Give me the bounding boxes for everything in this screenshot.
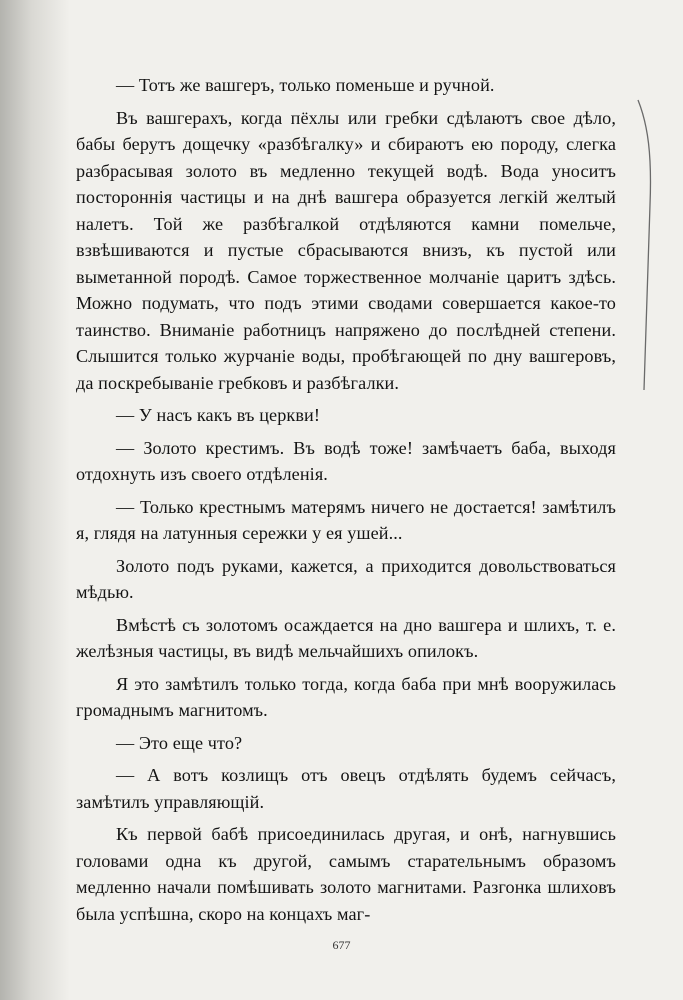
page-body [76,72,616,927]
paragraph: — У насъ какъ въ церкви! [116,405,321,425]
margin-pencil-mark [628,95,658,395]
page-gutter-shadow [0,0,70,1000]
paragraph: Къ первой бабѣ присоединилась другая, и онѣ, нагнувшись головами одна къ другой, самымъ старательнымъ образомъ медленно начали помѣшивать золото магнитами. Разгонка шлиховъ была успѣшна, скоро на концахъ маг- [76,824,616,924]
paragraph: — А вотъ козлищъ отъ овецъ отдѣлять будемъ сейчасъ, замѣтилъ управляющій. [76,765,616,812]
paragraph: Золото подъ руками, кажется, а приходится довольствоваться мѣдью. [76,555,616,602]
paragraph: Въ вашгерахъ, когда пёхлы или гребки сдѣлаютъ свое дѣло, бабы берутъ дощечку «разбѣгалку» и сбираютъ ею породу, слегка разбрасывая золото въ медленно текущей водѣ. Вода уноситъ постороннія частицы и на днѣ вашгера образуется легкій желтый налетъ. Той же разбѣгалкой отдѣляются камни помельче, взвѣшиваются и пустые сбрасываются внизъ, къ пустой или выметанной породѣ. Самое торжественное молчаніе царитъ здѣсь. Можно подумать, что подъ этими сводами совершается какое-то таинство. Вниманіе работницъ напряжено до послѣдней степени. Слышится только журчаніе воды, пробѣгающей по дну вашгеровъ, да поскребываніе гребковъ и разбѣгалки. [76,107,616,393]
paragraph: — Золото крестимъ. Въ водѣ тоже! замѣчаетъ баба, выходя отдохнуть изъ своего отдѣленія. [76,437,616,484]
paragraph: Вмѣстѣ съ золотомъ осаждается на дно вашгера и шлихъ, т. е. желѣзныя частицы, въ видѣ мельчайшихъ опилокъ. [76,614,616,661]
paragraph: — Тотъ же вашгеръ, только поменьше и ручной. [116,75,495,95]
paragraph: — Это еще что? [116,732,243,753]
paragraph: — Только крестнымъ матерямъ ничего не достается! замѣтилъ я, глядя на латунныя сережки у ея ушей... [76,496,616,543]
paragraph: Я это замѣтилъ только тогда, когда баба при мнѣ вооружилась громаднымъ магнитомъ. [76,673,616,720]
page-number: 677 [332,938,351,952]
